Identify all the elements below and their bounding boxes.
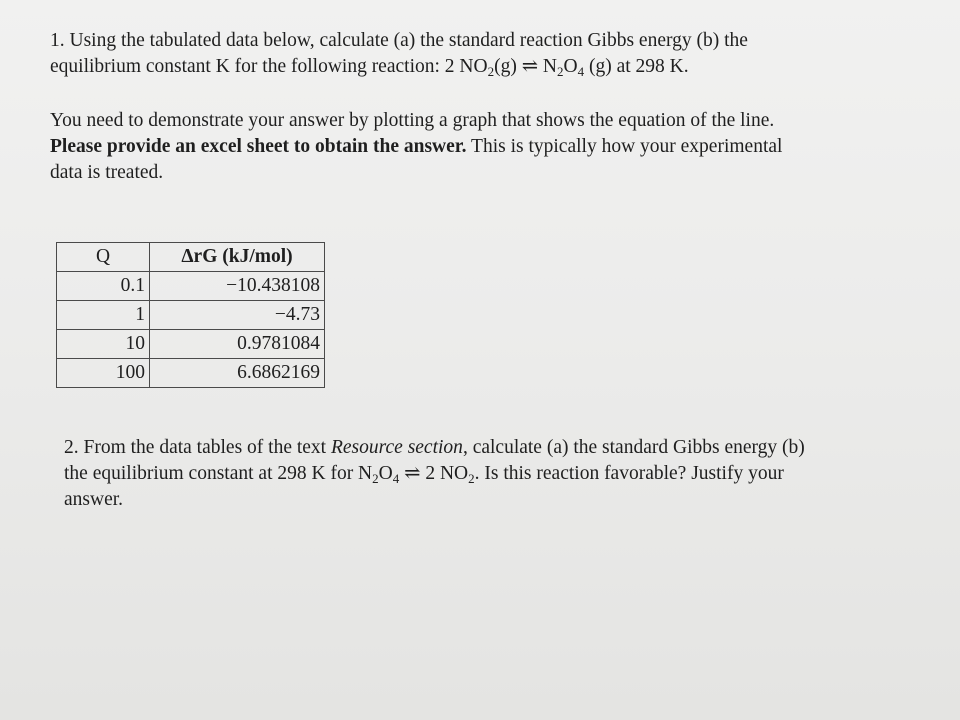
- cell-q: 100: [57, 359, 150, 388]
- cell-gibbs: 0.9781084: [150, 330, 325, 359]
- cell-gibbs: −10.438108: [150, 272, 325, 301]
- table-row: [57, 272, 325, 301]
- table-row: [57, 301, 325, 330]
- question-2: [64, 435, 944, 513]
- header-q: Q: [57, 243, 150, 272]
- gibbs-data-table: [56, 242, 325, 388]
- bold-instruction: Please provide an excel sheet to obtain the answer.: [50, 136, 467, 157]
- cell-q: 0.1: [57, 272, 150, 301]
- cell-q: 1: [57, 301, 150, 330]
- cell-q: 10: [57, 330, 150, 359]
- question-1: [50, 28, 930, 80]
- question-1-line-2: equilibrium constant K for the following reaction: 2 $NO_2(g)$ ⇌ $N_2O_4$ (g) at 298 K.: [50, 56, 689, 79]
- table-header-row: [57, 243, 325, 272]
- table-row: [57, 330, 325, 359]
- instructions-note: [50, 108, 930, 186]
- table-row: [57, 359, 325, 388]
- question-2-line-1: 2. From the data tables of the text Resource section, calculate (a) the standard Gibbs energy (b): [64, 437, 805, 458]
- header-gibbs: ΔrG (kJ/mol): [150, 243, 325, 272]
- question-2-line-2: the equilibrium constant at 298 K for $N_2O_4$ ⇌ 2 $NO_2$. Is this reaction favorable? Justify your: [64, 463, 784, 486]
- cell-gibbs: 6.6862169: [150, 359, 325, 388]
- note-line-1: You need to demonstrate your answer by plotting a graph that shows the equation of the line.: [50, 110, 775, 131]
- note-line-3: data is treated.: [50, 162, 164, 183]
- cell-gibbs: −4.73: [150, 301, 325, 330]
- question-1-line-1: 1. Using the tabulated data below, calculate (a) the standard reaction Gibbs energy (b) the: [50, 30, 748, 51]
- question-2-line-3: answer.: [64, 489, 124, 510]
- note-line-2: Please provide an excel sheet to obtain the answer. This is typically how your experimental: [50, 136, 783, 157]
